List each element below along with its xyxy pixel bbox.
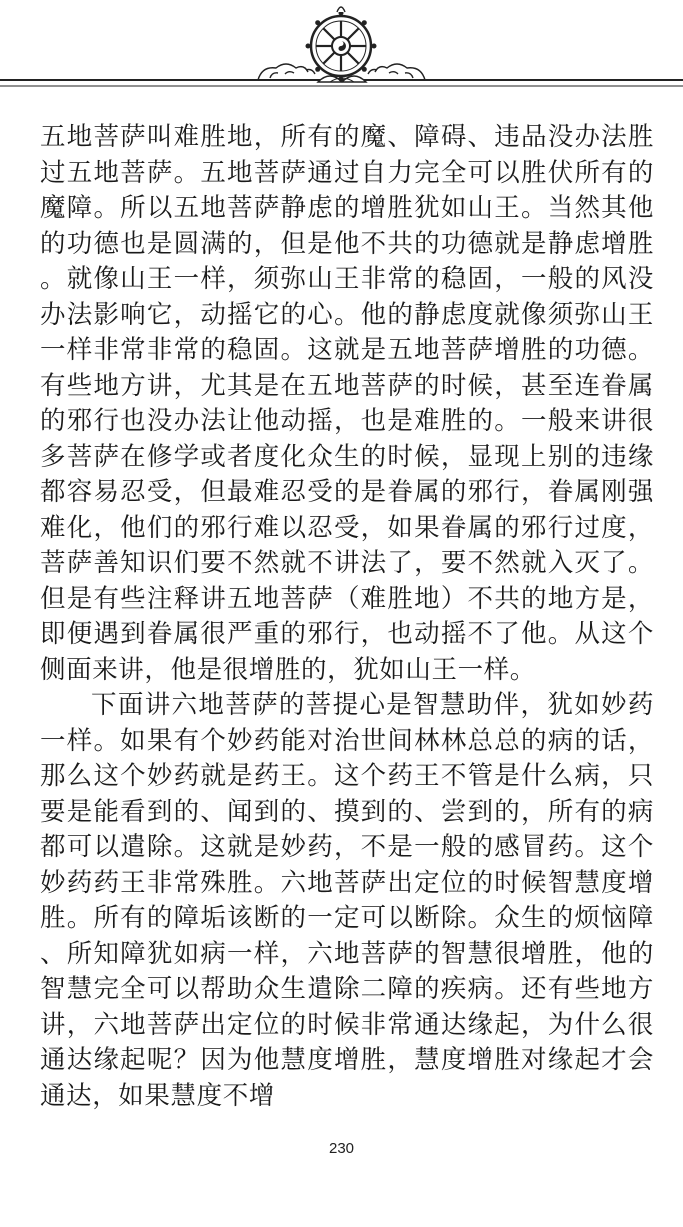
- header-ornament: [0, 0, 683, 100]
- paragraph-1: 五地菩萨叫难胜地，所有的魔、障碍、违品没办法胜过五地菩萨。五地菩萨通过自力完全可以胜伏所有的魔障。所以五地菩萨静虑的增胜犹如山王。当然其他的功德也是圆满的，但是他不共的功德就是静虑增胜。就像山王一样，须弥山王非常的稳固，一般的风没办法影响它，动摇它的心。他的静虑度就像须弥山王一样非常非常的稳固。这就是五地菩萨增胜的功德。有些地方讲，尤其是在五地菩萨的时候，甚至连眷属的邪行也没办法让他动摇，也是难胜的。一般来讲很多菩萨在修学或者度化众生的时候，显现上别的违缘都容易忍受，但最难忍受的是眷属的邪行，眷属刚强难化，他们的邪行难以忍受，如果眷属的邪行过度，菩萨善知识们要不然就不讲法了，要不然就入灭了。但是有些注释讲五地菩萨（难胜地）不共的地方是，即便遇到眷属很严重的邪行，也动摇不了他。从这个侧面来讲，他是很增胜的，犹如山王一样。: [40, 122, 654, 685]
- body-text: [40, 120, 654, 1114]
- paragraph-2: 下面讲六地菩萨的菩提心是智慧助伴，犹如妙药一样。如果有个妙药能对治世间林林总总的病的话，那么这个妙药就是药王。这个药王不管是什么病，只要是能看到的、闻到的、摸到的、尝到的，所有的病都可以遣除。这就是妙药，不是一般的感冒药。这个妙药药王非常殊胜。六地菩萨出定位的时候智慧度增胜。所有的障垢该断的一定可以断除。众生的烦恼障、所知障犹如病一样，六地菩萨的智慧很增胜，他的智慧完全可以帮助众生遣除二障的疾病。还有些地方讲，六地菩萨出定位的时候非常通达缘起，为什么很通达缘起呢？因为他慧度增胜，慧度增胜对缘起才会通达，如果慧度不增: [40, 690, 654, 1111]
- dharma-wheel-ornament-icon: [0, 0, 683, 100]
- page-number: 230: [328, 1140, 355, 1157]
